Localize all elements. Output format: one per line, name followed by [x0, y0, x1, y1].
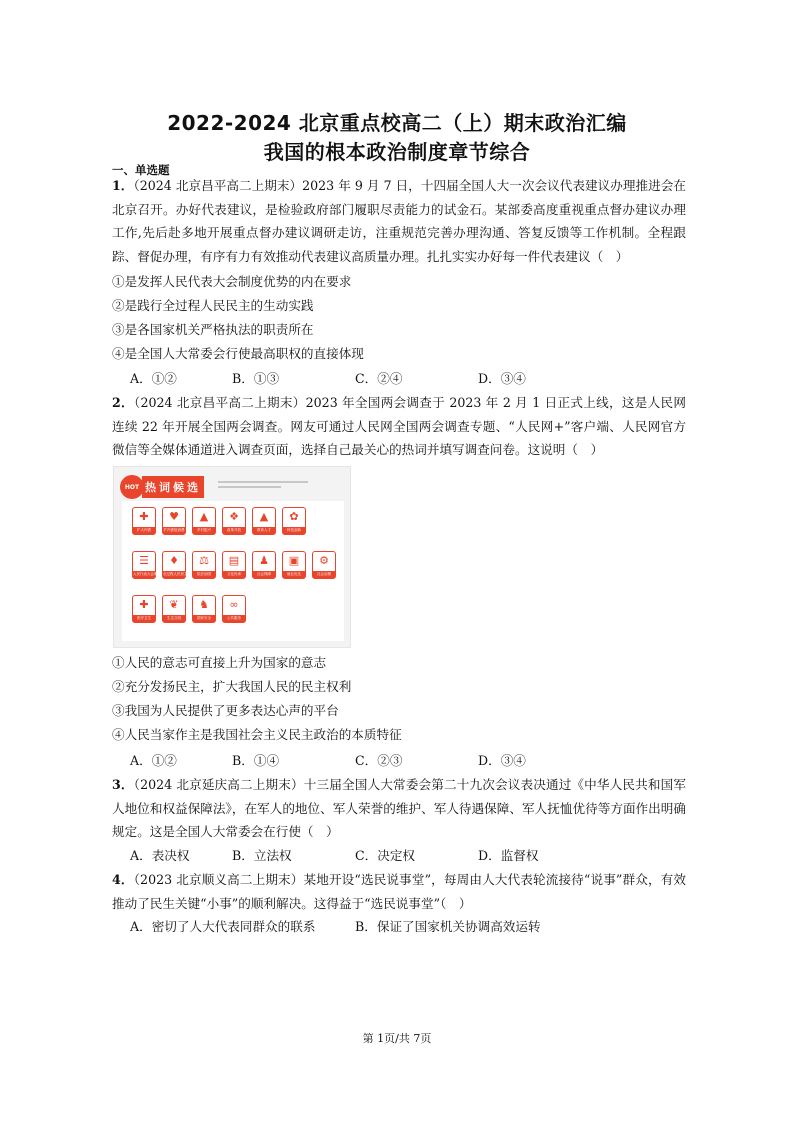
hot-word-tile[interactable] [192, 507, 216, 535]
page-number: 第 1页/共 7页 [362, 1032, 432, 1045]
tile-label: 科技创新 [283, 527, 305, 534]
hot-word-tile[interactable] [162, 507, 186, 535]
heading-caption-lines [218, 478, 308, 491]
tile-label: 人民代表大会制度 [133, 572, 161, 576]
tile-label: 改革开放 [223, 527, 245, 534]
hot-word-tile[interactable] [282, 551, 306, 579]
tile-icon: ▤ [228, 554, 240, 567]
tile-icon: ♥ [169, 510, 179, 523]
hot-word-tile[interactable] [162, 551, 186, 579]
hot-word-tile[interactable] [252, 507, 276, 535]
document-subtitle: 我国的根本政治制度章节综合 [263, 140, 531, 164]
hot-word-tile[interactable] [192, 551, 216, 579]
question-text: （2023 北京顺义高二上期末）某地开设“选民说事堂”，每周由人大代表轮流接待“说事”群众，有效推动了民生关键“小事”的顺利解决。这得益于“选民说事堂”（ ） [112, 872, 686, 911]
tile-icon: ✿ [289, 510, 299, 523]
tile-label: 文化传承 [223, 571, 245, 578]
question-number: 1． [112, 178, 134, 193]
hot-word-tile[interactable] [312, 551, 336, 579]
option-b: B．①④ [232, 753, 280, 768]
hot-words-image [113, 466, 351, 648]
question-4 [112, 868, 686, 915]
option-d: D．监督权 [478, 848, 539, 863]
tile-icon: ♦ [169, 554, 179, 567]
option-c: C．②④ [355, 371, 403, 386]
tile-label: 生态文明 [163, 615, 185, 622]
option-a: A．①② [130, 371, 177, 386]
hot-word-tile[interactable] [132, 551, 161, 579]
tile-icon: ❦ [169, 598, 179, 611]
hot-word-tile[interactable] [252, 551, 276, 579]
hot-words-panel [122, 501, 344, 641]
tile-icon: ⚙ [319, 554, 329, 567]
tile-label: 社会保障 [253, 571, 275, 578]
tile-label: 乡村振兴 [193, 527, 215, 534]
tile-icon: ♟ [259, 554, 269, 567]
tile-icon: ∞ [229, 598, 239, 611]
statement-2: ②充分发扬民主，扩大我国人民的民主权利 [112, 679, 352, 694]
hot-badge-icon: HOT [120, 475, 144, 499]
option-b: B．保证了国家机关协调高效运转 [355, 919, 541, 934]
statement-1: ①是发挥人民代表大会制度优势的内在要求 [112, 274, 352, 289]
tile-icon: ☰ [139, 554, 149, 567]
hot-words-heading: 热词候选 [142, 476, 204, 498]
option-a: A．密切了人大代表同群众的联系 [130, 919, 316, 934]
hot-word-tile[interactable] [192, 595, 216, 623]
tile-icon: ▲ [259, 510, 269, 523]
tile-label: 全过程人民民主 [163, 572, 188, 576]
hot-word-tile[interactable] [162, 595, 186, 623]
statement-1: ①人民的意志可直接上升为国家的意志 [112, 655, 327, 670]
question-number: 2． [112, 395, 134, 410]
tile-icon: ▲ [199, 510, 209, 523]
option-a: A．①② [130, 753, 177, 768]
option-b: B．①③ [232, 371, 280, 386]
question-text: （2024 北京昌平高二上期末）2023 年 9 月 7 日，十四届全国人大一次会议代表建议办理推进会在北京召开。办好代表建议，是检验政府部门履职尽责能力的试金石。某部委高度重视重点督办建议办理工作,先后赴多地开展重点督办建议调研走访，注重规范完善办理沟通、答复反馈等工作机制。全程跟踪、督促办理，有序有力有效推动代表建议高质量办理。扎扎实实办好每一件代表建议（ ） [112, 178, 686, 264]
option-b: B．立法权 [232, 848, 292, 863]
document-title: 2022-2024 北京重点校高二（上）期末政治汇编 [167, 111, 627, 135]
tile-icon: ✚ [139, 598, 149, 611]
question-1 [112, 174, 686, 268]
tile-label: 国家安全 [193, 615, 215, 622]
question-text: （2024 北京昌平高二上期末）2023 年全国两会调查于 2023 年 2 月 1 日正式上线，这是人民网连续 22 年开展全国两会调查。网友可通过人民网全国两会调查专题、“人民网+”客户端、人民网官方微信等全媒体通道进入调查页面，选择自己最关心的热词并填写调查问卷。这说明（ ） [112, 395, 687, 457]
tile-icon: ♞ [199, 598, 209, 611]
hot-word-tile[interactable] [222, 507, 246, 535]
question-2 [112, 391, 686, 462]
statement-3: ③是各国家机关严格执法的职责所在 [112, 322, 314, 337]
question-text: （2024 北京延庆高二上期末）十三届全国人大常委会第二十九次会议表决通过《中华人民共和国军人地位和权益保障法》，在军人的地位、军人荣誉的维护、军人待遇保障、军人抚恤优待等方面作出明确规定。这是全国人大常委会在行使（ ） [112, 777, 686, 839]
tile-label: 就业优先 [283, 571, 305, 578]
tile-icon: ❖ [229, 510, 239, 523]
tile-label: 扩内需促消费 [163, 528, 185, 532]
question-number: 3． [112, 777, 134, 792]
tile-icon: ▣ [288, 554, 300, 567]
hot-word-tile[interactable] [222, 551, 246, 579]
tile-label: 扩大内需 [133, 527, 155, 534]
option-a: A．表决权 [130, 848, 190, 863]
option-c: C．决定权 [355, 848, 416, 863]
option-d: D．③④ [478, 371, 526, 386]
tile-icon: ⚖ [199, 554, 209, 567]
statement-4: ④人民当家作主是我国社会主义民主政治的本质特征 [112, 727, 402, 742]
tile-label: 医疗卫生 [133, 615, 155, 622]
tile-label: 社会治理 [313, 571, 335, 578]
tile-label: 教育人才 [253, 527, 275, 534]
statement-4: ④是全国人大常委会行使最高职权的直接体现 [112, 346, 364, 361]
option-d: D．③④ [478, 753, 526, 768]
option-c: C．②③ [355, 753, 403, 768]
tile-label: 公共服务 [223, 615, 245, 622]
section-heading: 一、单选题 [112, 163, 170, 177]
question-3 [112, 773, 686, 844]
hot-word-tile[interactable] [282, 507, 306, 535]
tile-label: 依法治国 [193, 571, 215, 578]
statement-2: ②是践行全过程人民民主的生动实践 [112, 298, 314, 313]
question-number: 4． [112, 872, 134, 887]
hot-word-tile[interactable] [132, 595, 156, 623]
hot-word-tile[interactable] [222, 595, 246, 623]
tile-icon: ✚ [139, 510, 149, 523]
hot-word-tile[interactable] [132, 507, 156, 535]
statement-3: ③我国为人民提供了更多表达心声的平台 [112, 703, 339, 718]
